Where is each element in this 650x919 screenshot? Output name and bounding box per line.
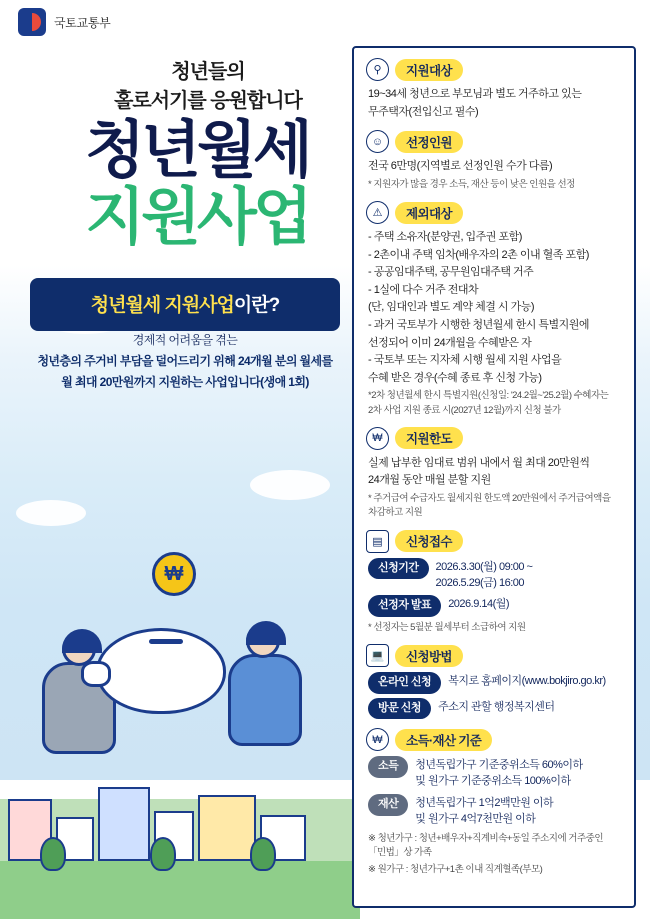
- row-value-line-1: 청년독립가구 기준중위소득 60%이하: [415, 759, 583, 772]
- section-title: 신청방법: [395, 645, 463, 667]
- section-header: [366, 530, 622, 553]
- row-value: [436, 558, 533, 592]
- person-hair: [246, 621, 286, 645]
- definition-title-suffix: 이란?: [233, 295, 280, 316]
- section-body: [366, 86, 622, 121]
- person-right: [228, 624, 302, 746]
- title-line-2: 지원사업: [85, 183, 309, 253]
- tree-shape: [250, 837, 276, 871]
- coin-icon: ₩: [152, 552, 196, 596]
- title-line-1: 청년월세: [85, 116, 309, 185]
- section-header: [366, 58, 622, 81]
- definition-banner: [30, 278, 340, 331]
- body-note: * 지원자가 많을 경우 소득, 재산 등이 낮은 인원을 선정: [368, 178, 575, 190]
- row-label: 소득: [368, 756, 408, 778]
- definition-title-main: 청년월세 지원사업: [90, 295, 234, 316]
- row-value[interactable]: 복지로 홈페이지(www.bokjiro.go.kr): [448, 675, 606, 688]
- definition-body-3: 월 최대 20만원까지 지원하는 사업입니다(생애 1회): [61, 375, 309, 389]
- row-label: 방문 신청: [368, 698, 431, 720]
- body-note: 「민법」상 가족: [368, 847, 432, 859]
- illustration: [0, 540, 360, 919]
- people-icon: ☺: [366, 130, 389, 153]
- row-label: 재산: [368, 794, 408, 816]
- section-title: 지원한도: [395, 427, 463, 449]
- body-line: 선정되어 이미 24개월을 수혜받은 자: [368, 336, 532, 349]
- section-application: [366, 530, 622, 636]
- section-support-limit: [366, 427, 622, 521]
- won-icon: ₩: [366, 427, 389, 450]
- row-value-line-1: 2026.3.30(월) 09:00 ~: [435, 560, 533, 573]
- body-line: - 1실에 다수 거주 전대차: [368, 283, 479, 296]
- body-line: 무주택자(전입신고 필수): [368, 105, 479, 118]
- lead-line-1: 청년들의: [171, 61, 245, 83]
- section-income-asset: [366, 728, 622, 877]
- government-emblem-icon: [18, 8, 46, 36]
- section-body: [366, 672, 622, 719]
- body-note: * 주거급여 수급자도 월세지원 한도액 20만원에서 주거급여액을: [368, 493, 611, 505]
- section-how-to-apply: [366, 644, 622, 719]
- section-body: [366, 558, 622, 636]
- visit-apply-row: [368, 698, 622, 720]
- section-header: [366, 427, 622, 450]
- definition-body-1: 경제적 어려움을 겪는: [132, 333, 238, 347]
- section-support-target: [366, 58, 622, 121]
- row-value: [415, 794, 553, 828]
- section-header: [366, 728, 622, 751]
- cloud-shape: [250, 470, 330, 500]
- definition-body: [30, 330, 340, 393]
- section-title: 제외대상: [395, 202, 463, 224]
- won-circle-icon: ₩: [366, 728, 389, 751]
- body-note: ※ 원가구 : 청년가구+1촌 이내 직계혈족(부모): [368, 863, 543, 875]
- info-panel: [352, 46, 636, 908]
- section-excluded: [366, 201, 622, 418]
- piggy-slot: [149, 639, 183, 644]
- body-line: - 공공임대주택, 공무원임대주택 거주: [368, 266, 534, 279]
- section-title: 소득·재산 기준: [395, 729, 492, 751]
- section-body: [366, 455, 622, 521]
- body-line: - 과거 국토부가 시행한 청년월세 한시 특별지원에: [368, 319, 590, 331]
- cloud-shape: [16, 500, 86, 526]
- body-line: 19~34세 청년으로 부모님과 별도 거주하고 있는: [368, 88, 582, 100]
- body-line: - 2촌이내 주택 임차(배우자의 2촌 이내 혈족 포함): [368, 248, 589, 261]
- row-value: [415, 756, 582, 790]
- piggy-bank-icon: [96, 628, 226, 714]
- building-shape: [198, 795, 256, 861]
- row-value-line-1: 청년독립가구 1억2백만원 이하: [415, 797, 554, 810]
- lead-text: [58, 58, 358, 116]
- section-title: 신청접수: [395, 530, 463, 552]
- body-note: * 선정자는 5월분 월세부터 소급하여 지원: [368, 622, 526, 634]
- row-value: 주소지 관할 행정복지센터: [438, 700, 555, 713]
- row-label: 온라인 신청: [368, 672, 441, 694]
- body-line: 24개월 동안 매월 분할 지원: [368, 474, 491, 487]
- section-header: [366, 201, 622, 224]
- page-title: [22, 116, 372, 253]
- body-note: 2차 사업 지원 종료 시(2027년 12월)까지 신청 불가: [368, 404, 561, 416]
- application-period-row: [368, 558, 622, 592]
- section-title: 지원대상: [395, 59, 463, 81]
- row-value: 2026.9.14(월): [448, 598, 510, 611]
- building-shape: [98, 787, 150, 861]
- definition-body-2: 청년층의 주거비 부담을 덜어드리기 위해 24개월 분의 월세를: [37, 354, 333, 368]
- row-value-line-2: 및 원가구 기준중위소득 100%이하: [415, 775, 571, 788]
- tree-shape: [150, 837, 176, 871]
- warning-icon: ⚠: [366, 201, 389, 224]
- lead-line-2: 홀로서기를 응원합니다: [114, 90, 302, 112]
- ministry-header: [0, 0, 650, 44]
- ministry-name: 국토교통부: [54, 15, 111, 30]
- body-line: 전국 6만명(지역별로 선정인원 수가 다름): [368, 160, 553, 173]
- row-value-line-2: 및 원가구 4억7천만원 이하: [415, 813, 536, 826]
- section-body: [366, 756, 622, 877]
- document-icon: ▤: [366, 530, 389, 553]
- row-label: 선정자 발표: [368, 595, 441, 617]
- definition-title: [40, 290, 330, 317]
- section-selection-count: [366, 130, 622, 192]
- person-hair: [62, 629, 102, 653]
- body-line: (단, 임대인과 별도 계약 체결 시 가능): [368, 301, 534, 314]
- row-label: 신청기간: [368, 558, 429, 580]
- person-head: [246, 624, 280, 658]
- section-header: [366, 130, 622, 153]
- magnifier-icon: ⚲: [366, 58, 389, 81]
- section-body: [366, 158, 622, 192]
- monitor-icon: 💻: [366, 644, 389, 667]
- online-apply-row[interactable]: [368, 672, 622, 694]
- row-value-line-2: 2026.5.29(금) 16:00: [435, 576, 524, 589]
- body-line: 실제 납부한 임대료 범위 내에서 월 최대 20만원씩: [368, 456, 590, 469]
- section-header: [366, 644, 622, 667]
- body-line: - 주택 소유자(분양권, 입주권 포함): [368, 231, 522, 244]
- person-body: [228, 654, 302, 746]
- announcement-row: [368, 595, 622, 617]
- tree-shape: [40, 837, 66, 871]
- body-note: 차감하고 지원: [368, 507, 423, 519]
- income-row: [368, 756, 622, 790]
- body-note: *2차 청년월세 한시 특별지원(신청일: '24.2월~'25.2월) 수혜자는: [368, 390, 609, 402]
- body-line: - 국토부 또는 지자체 시행 월세 지원 사업을: [368, 354, 562, 367]
- body-line: 수혜 받은 경우(수혜 종료 후 신청 가능): [368, 371, 542, 384]
- section-title: 선정인원: [395, 131, 463, 153]
- asset-row: [368, 794, 622, 828]
- section-body: [366, 229, 622, 418]
- body-note: ※ 청년가구 : 청년+배우자+직계비속+동일 주소지에 거주중인: [368, 833, 604, 845]
